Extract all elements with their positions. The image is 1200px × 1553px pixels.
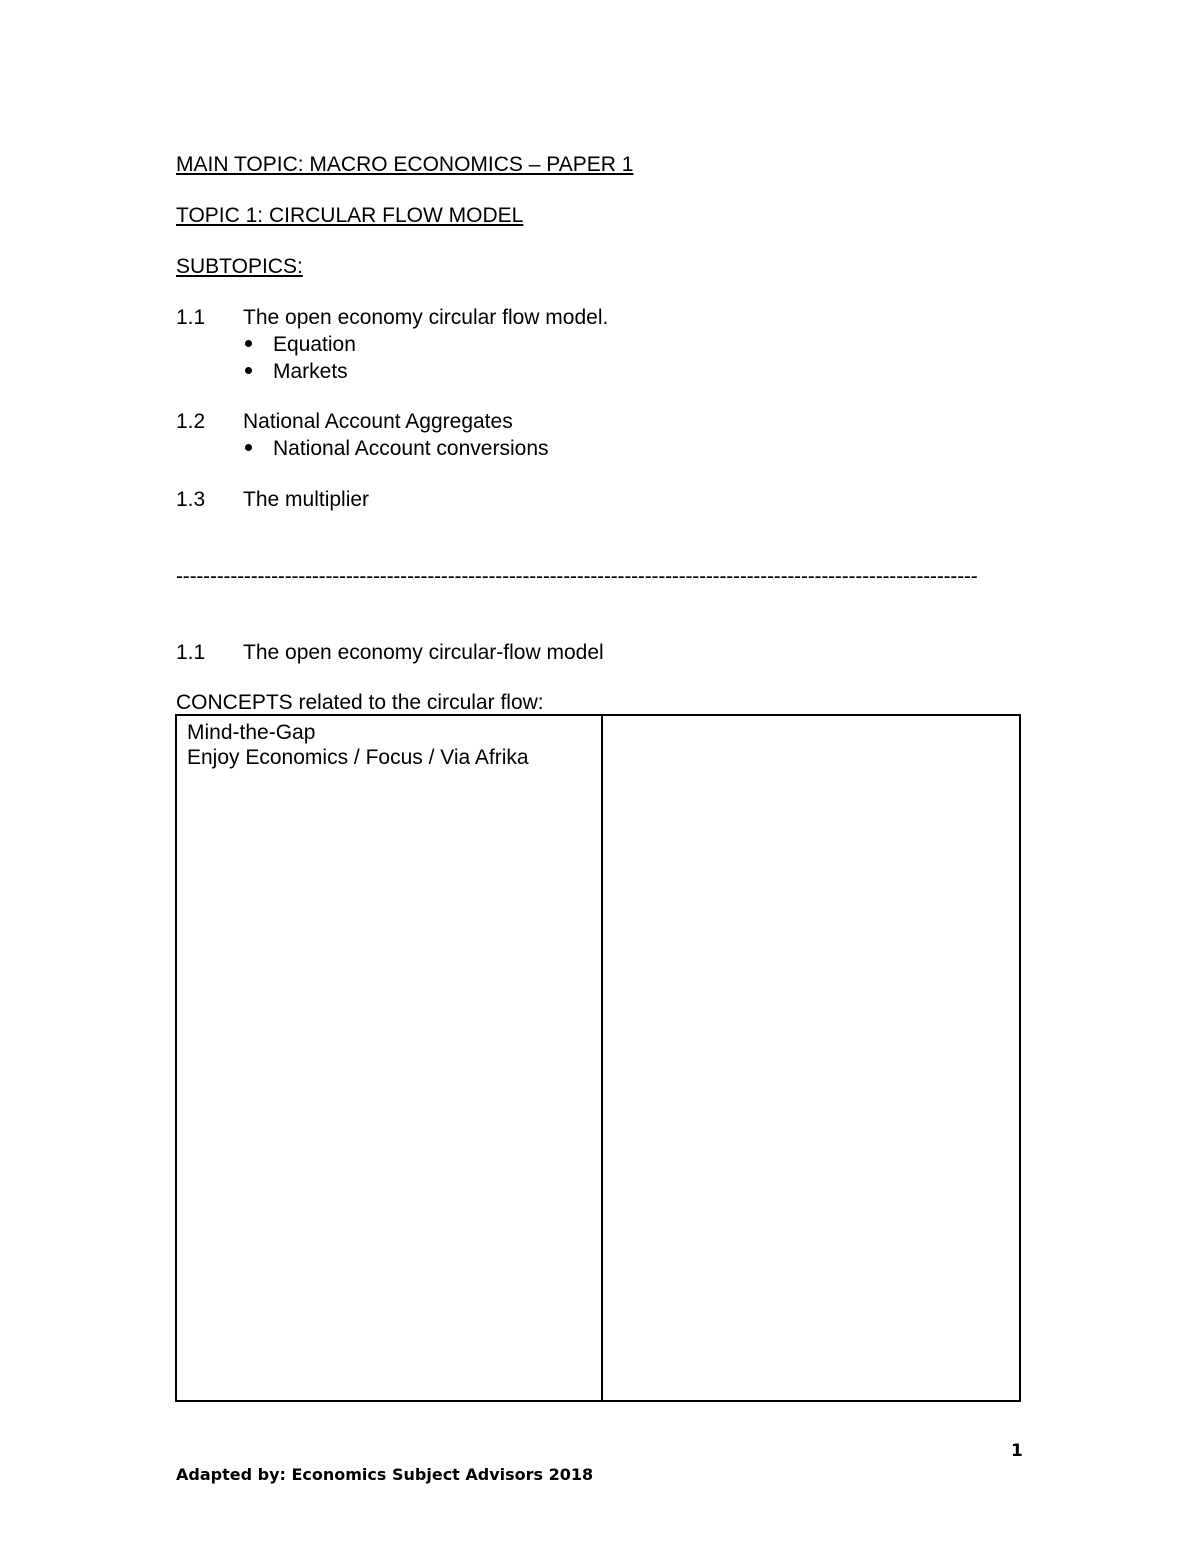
- dashed-separator: ----------------------------------------------------------------------------------------------------------------------: [176, 566, 978, 587]
- section-title: The open economy circular-flow model: [243, 641, 604, 664]
- subtopics-label: SUBTOPICS:: [176, 255, 303, 278]
- bullet-text: Markets: [273, 360, 348, 383]
- bullet-icon: [245, 367, 252, 374]
- footer-credit: Adapted by: Economics Subject Advisors 2018: [176, 1465, 594, 1484]
- cell-line: Enjoy Economics / Focus / Via Afrika: [187, 746, 529, 769]
- subtopic-number: 1.2: [176, 410, 206, 433]
- bullet-icon: [245, 340, 252, 347]
- subtopic-title: National Account Aggregates: [243, 410, 513, 433]
- concepts-table: [175, 714, 1021, 1402]
- subtopic-title: The multiplier: [243, 488, 370, 511]
- subtopic-title: The open economy circular flow model.: [243, 306, 609, 329]
- table-divider: [601, 716, 603, 1400]
- table-cell-left: [187, 720, 529, 770]
- bullet-icon: [245, 444, 252, 451]
- section-number: 1.1: [176, 641, 206, 664]
- bullet-text: Equation: [273, 333, 356, 356]
- bullet-text: National Account conversions: [273, 437, 549, 460]
- page-number: 1: [1011, 1441, 1023, 1461]
- cell-line: Mind-the-Gap: [187, 721, 316, 744]
- subtopic-bullet: [243, 361, 348, 382]
- subtopic-number: 1.3: [176, 488, 206, 511]
- topic-heading: TOPIC 1: CIRCULAR FLOW MODEL: [176, 204, 524, 227]
- concepts-label: CONCEPTS related to the circular flow:: [176, 691, 544, 714]
- subtopic-bullet: [243, 438, 549, 459]
- main-topic-heading: MAIN TOPIC: MACRO ECONOMICS – PAPER 1: [176, 153, 634, 176]
- subtopic-bullet: [243, 334, 356, 355]
- subtopic-number: 1.1: [176, 306, 206, 329]
